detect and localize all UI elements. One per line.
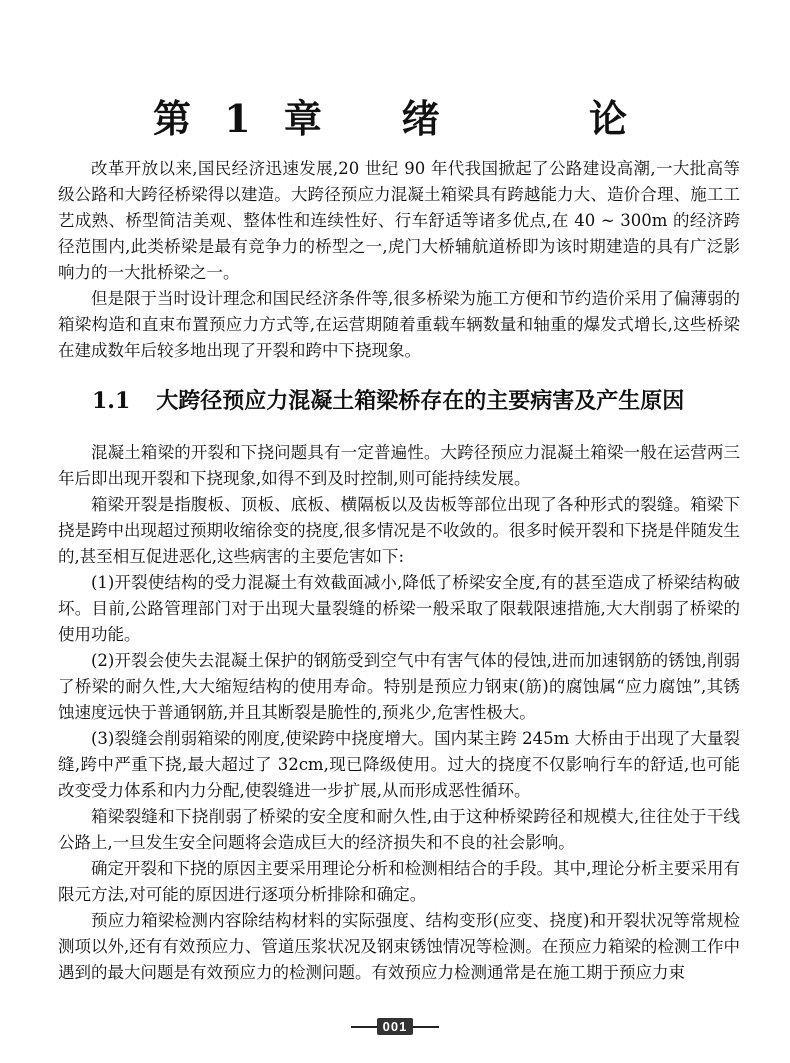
footer-rule-right: [413, 1026, 439, 1028]
paragraph: 箱梁开裂是指腹板、顶板、底板、横隔板以及齿板等部位出现了各种形式的裂缝。箱梁下挠是跨中出现超过预期收缩徐变的挠度,很多情况是不收敛的。很多时候开裂和下挠是伴随发生的,甚至相互促进恶化,这些病害的主要危害如下:: [58, 495, 740, 566]
paragraph: 改革开放以来,国民经济迅速发展,20 世纪 90 年代我国掀起了公路建设高潮,一大批高等级公路和大跨径桥梁得以建造。大跨径预应力混凝土箱梁具有跨越能力大、造价合理、施工工艺成熟、桥型简洁美观、整体性和连续性好、行车舒适等诸多优点,在 40 ~ 300m 的经济跨径范围内,此类桥梁是最有竞争力的桥型之一,虎门大桥辅航道桥即为该时期建造的具有广泛影响力的一大批桥梁之一。: [58, 159, 740, 282]
paragraph: 确定开裂和下挠的原因主要采用理论分析和检测相结合的手段。其中,理论分析主要采用有限元方法,对可能的原因进行逐项分析排除和确定。: [58, 859, 740, 904]
section-title: 大跨径预应力混凝土箱梁桥存在的主要病害及产生原因: [156, 388, 685, 414]
paragraph: 箱梁裂缝和下挠削弱了桥梁的安全度和耐久性,由于这种桥梁跨径和规模大,往往处于干线公路上,一旦发生安全问题将会造成巨大的经济损失和不良的社会影响。: [58, 807, 740, 852]
paragraph: (3)裂缝会削弱箱梁的刚度,使梁跨中挠度增大。国内某主跨 245m 大桥由于出现了大量裂缝,跨中严重下挠,最大超过了 32cm,现已降级使用。过大的挠度不仅影响行车的舒适,也可能改变受力体系和内力分配,使裂缝进一步扩展,从而形成恶性循环。: [58, 729, 740, 800]
paragraph: 预应力箱梁检测内容除结构材料的实际强度、结构变形(应变、挠度)和开裂状况等常规检测项以外,还有有效预应力、管道压浆状况及钢束锈蚀情况等检测。在预应力箱梁的检测工作中遇到的最大问题是有效预应力的检测问题。有效预应力检测通常是在施工期于预应力束: [58, 911, 740, 982]
page-footer: [0, 1018, 790, 1035]
paragraph: 混凝土箱梁的开裂和下挠问题具有一定普遍性。大跨径预应力混凝土箱梁一般在运营两三年后即出现开裂和下挠现象,如得不到及时控制,则可能持续发展。: [58, 443, 740, 488]
section-text: [58, 440, 740, 986]
page-number: 001: [377, 1018, 414, 1035]
section-heading: [92, 384, 752, 415]
intro-text: [58, 156, 740, 364]
footer-rule-left: [351, 1026, 377, 1028]
paragraph: 但是限于当时设计理念和国民经济条件等,很多桥梁为施工方便和节约造价采用了偏薄弱的箱梁构造和直束布置预应力方式等,在运营期随着重载车辆数量和轴重的爆发式增长,这些桥梁在建成数年后较多地出现了开裂和跨中下挠现象。: [58, 289, 740, 360]
paragraph: (2)开裂会使失去混凝土保护的钢筋受到空气中有害气体的侵蚀,进而加速钢筋的锈蚀,削弱了桥梁的耐久性,大大缩短结构的使用寿命。特别是预应力钢束(筋)的腐蚀属“应力腐蚀”,其锈蚀速度远快于普通钢筋,并且其断裂是脆性的,预兆少,危害性极大。: [58, 651, 740, 722]
chapter-title: 第 1 章 绪 论: [153, 96, 637, 141]
paragraph: (1)开裂使结构的受力混凝土有效截面减小,降低了桥梁安全度,有的甚至造成了桥梁结构破坏。目前,公路管理部门对于出现大量裂缝的桥梁一般采取了限载限速措施,大大削弱了桥梁的使用功能。: [58, 573, 740, 644]
section-number: 1.1: [92, 388, 131, 414]
